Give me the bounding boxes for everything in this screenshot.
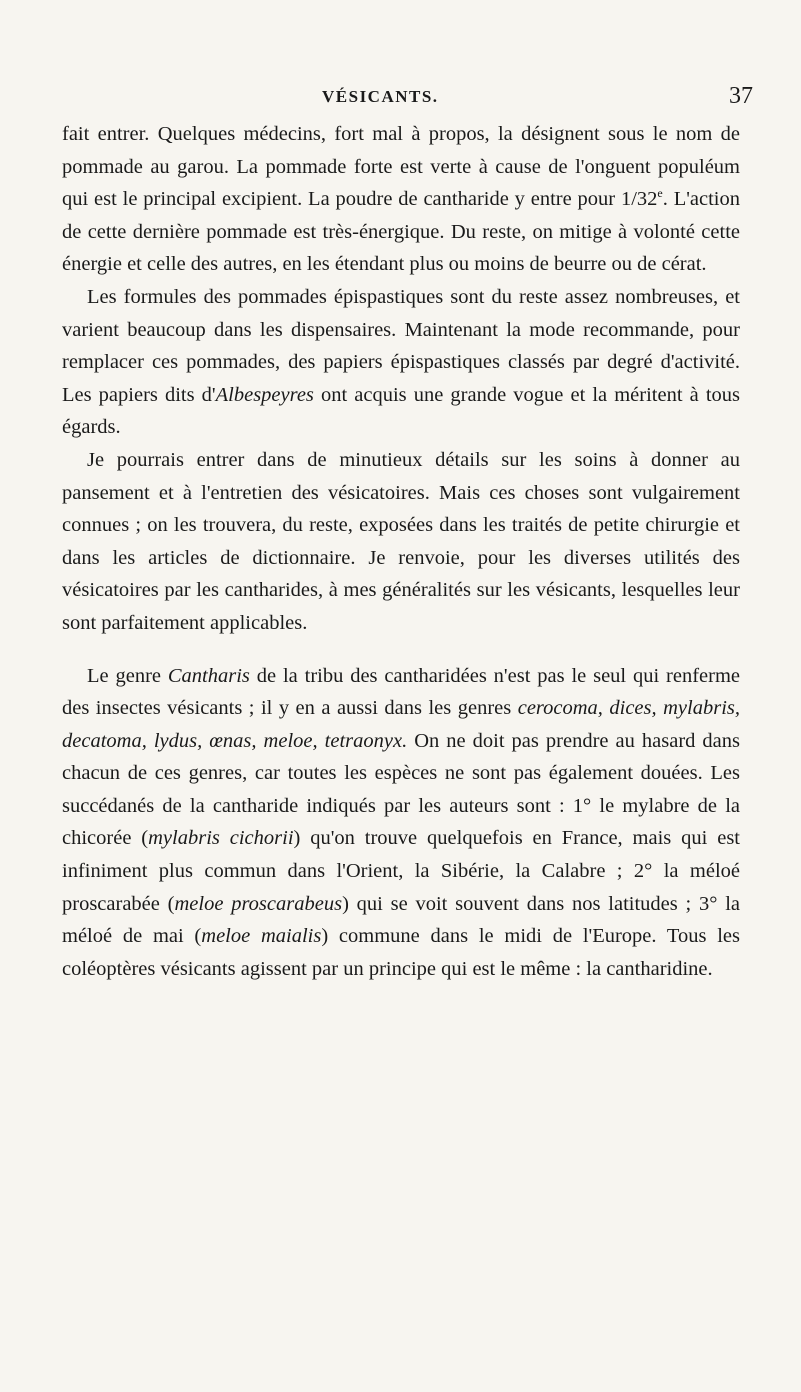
body-text: [62, 118, 740, 985]
superscript: e: [657, 186, 663, 201]
page-header: [0, 83, 801, 113]
italic-term: cerocoma, dices, mylabris, decatoma, lydus, œnas, meloe, tetraonyx.: [62, 697, 740, 752]
text-run: ont acquis une grande vogue et la méritent à tous égards.: [62, 383, 740, 439]
italic-term: mylabris cichorii: [148, 827, 294, 850]
text-run: ) commune dans le midi de l'Europe. Tous les coléoptères vésicants agissent par un principe qui est le même : la cantharidine.: [62, 925, 740, 980]
text-run: . L'action de cette dernière pommade est très-énergique. Du reste, on mitige à volonté cette énergie et celle des autres, en les étendant plus ou moins de beurre ou de cérat.: [62, 188, 740, 276]
text-run: Les formules des pommades épispastiques sont du reste assez nombreuses, et varient beaucoup dans les dispensaires. Maintenant la mode recommande, pour remplacer ces pommades, des papiers épispastiques classés par degré d'activité. Les papiers dits d': [62, 285, 740, 406]
paragraph-p3: [62, 444, 740, 640]
italic-term: meloe proscarabeus: [174, 892, 343, 915]
italic-term: Albespeyres: [215, 383, 314, 406]
text-run: ) qui se voit souvent dans nos latitudes ; 3° la méloé de mai (: [62, 892, 741, 948]
text-run: Je pourrais entrer dans de minutieux détails sur les soins à donner au pansement et à l'entretien des vésicatoires. Mais ces choses sont vulgairement connues ; on les trouvera, du reste, exposées dans les traités de petite chirurgie et dans les articles de dictionnaire. Je renvoie, pour les diverses utilités des vésicatoires par les cantharides, à mes généralités sur les vésicants, lesquelles leur sont parfaitement applicables.: [62, 448, 740, 634]
paragraph-p2: [62, 281, 740, 444]
page-number: 37: [729, 83, 753, 109]
paragraph-p1: [62, 118, 740, 281]
text-run: fait entrer. Quelques médecins, fort mal à propos, la désignent sous le nom de pommade au garou. La pommade forte est verte à cause de l'onguent populéum qui est le principal excipient. La poudre de cantharide y entre pour 1/32: [62, 123, 740, 211]
italic-term: meloe maialis: [201, 925, 322, 948]
italic-term: Cantharis: [167, 664, 250, 687]
text-run: Le genre: [87, 664, 168, 687]
text-run: ) qu'on trouve quelquefois en France, mais qui est infiniment plus commun dans l'Orient, la Sibérie, la Calabre ; 2° la méloé proscarabée (: [62, 827, 740, 915]
text-run: On ne doit pas prendre au hasard dans chacun de ces genres, car toutes les espèces ne sont pas également douées. Les succédanés de la cantharide indiqués par les auteurs sont : 1° le mylabre de la chicorée (: [62, 729, 740, 850]
text-run: de la tribu des cantharidées n'est pas le seul qui renferme des insectes vésicants ; il y en a aussi dans les genres: [62, 664, 741, 720]
paragraph-p4: [62, 660, 740, 986]
running-head: VÉSICANTS.: [322, 87, 439, 106]
